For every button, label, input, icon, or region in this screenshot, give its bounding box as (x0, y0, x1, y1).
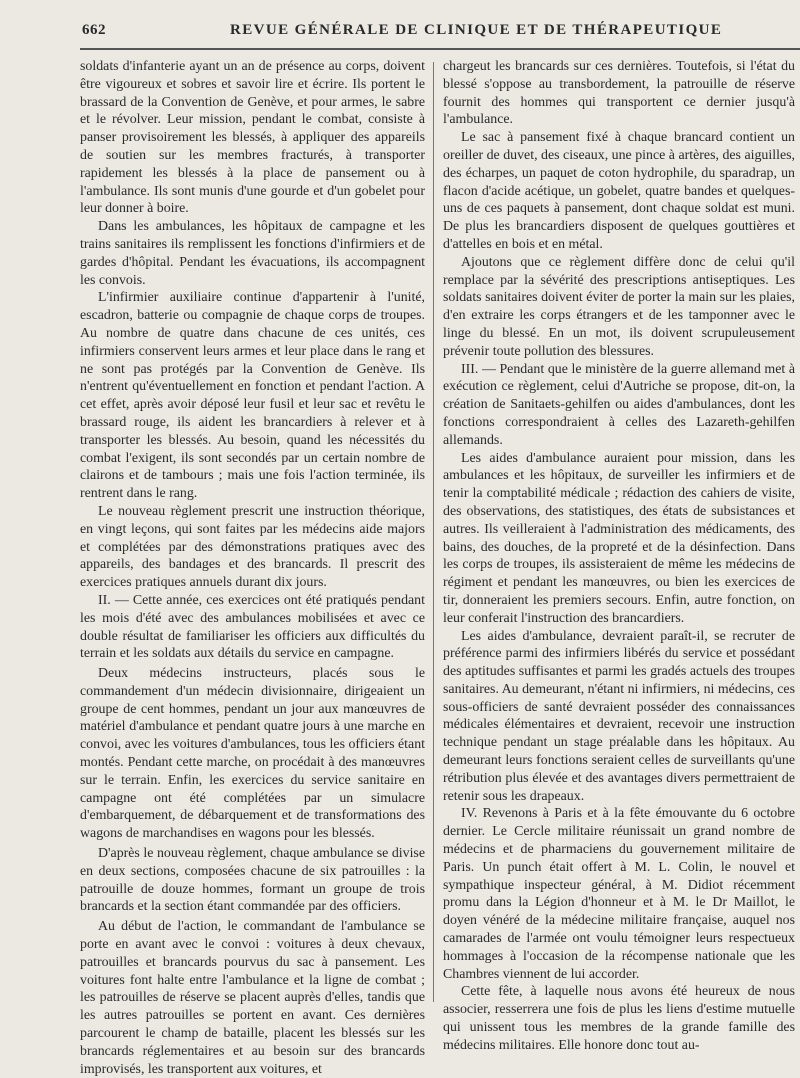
left-column (80, 58, 425, 1078)
paragraph: chargeut les brancards sur ces dernières. Toutefois, si l'état du blessé s'oppose au transbordement, la patrouille de réserve fournit des hommes qui transportent ce dernier jusqu'à l'ambulance. (443, 59, 795, 128)
paragraph: D'après le nouveau règlement, chaque ambulance se divise en deux sections, composées chacune de six patrouilles : la patrouille de douze hommes, formant un groupe de trois brancards et la section étant commandée par des officiers. (80, 846, 425, 915)
column-divider (433, 62, 434, 1002)
paragraph: Dans les ambulances, les hôpitaux de campagne et les trains sanitaires ils remplissent les fonctions d'infirmiers et de gardes d'hôpital. Pendant les évacuations, ils accompagnent les convois. (80, 219, 425, 288)
page-number: 662 (82, 22, 106, 38)
paragraph: Ajoutons que ce règlement diffère donc de celui qu'il remplace par la sévérité des prescriptions antiseptiques. Les soldats sanitaires doivent éviter de porter la main sur les plaies, d'en extraire les corps étrangers et de les tamponner avec le linge du blessé. En un mot, ils doivent scrupuleusement prévenir toute pollution des blessures. (443, 254, 795, 359)
journal-title: REVUE GÉNÉRALE DE CLINIQUE ET DE THÉRAPEUTIQUE (230, 22, 723, 38)
paragraph: Au début de l'action, le commandant de l'ambulance se porte en avant avec le convoi : voitures à deux chevaux, patrouilles et brancards pourvus du sac à pansement. Les voitures font halte entre l'ambulance et la ligne de combat ; les patrouilles de réserve se placent auprès d'elles, tandis que les autres patrouilles se portent en avant. Ces dernières parcourent le champ de bataille, placent les blessés sur les brancards réglementaires et au besoin sur des brancards improvisés, les transportent aux voitures, et (80, 919, 425, 1077)
paragraph: IV. Revenons à Paris et à la fête émouvante du 6 octobre dernier. Le Cercle militaire réunissait un grand nombre de médecins et de pharmaciens du gouvernement militaire de Paris. Un punch était offert à M. L. Colin, le nouvel et sympathique inspecteur général, à M. Didiot récemment promu dans la Légion d'honneur et à M. le Dr Maillot, le doyen vénéré de la médecine militaire française, auquel nos camarades de l'armée ont voulu témoigner leurs respectueux hommages à l'occasion de la récompense nationale que les Chambres viennent de lui accorder. (443, 806, 795, 982)
paragraph: Les aides d'ambulance, devraient paraît-il, se recruter de préférence parmi des infirmiers libérés du service et possédant des aptitudes suffisantes et parmi les gradés actuels des troupes sanitaires. Au demeurant, n'étant ni infirmiers, ni médecins, ces sous-officiers de santé devraient posséder des connaissances médicales élémentaires et devraient, recevoir une instruction technique pendant un stage préalable dans les hôpitaux. Au demeurant leurs fonctions seraient celles de surveillants qu'une rétribution plus élevée et des avantages divers permettraient de retenir sous les drapeaux. (443, 628, 795, 804)
paragraph: II. — Cette année, ces exercices ont été pratiqués pendant les mois d'été avec des ambulances mobilisées et avec ce double résultat de familiariser les officiers aux difficultés du terrain et les soldats aux détails du service en campagne. (80, 592, 425, 662)
paragraph: soldats d'infanterie ayant un an de présence au corps, doivent être vigoureux et sobres et savoir lire et écrire. Ils portent le brassard de la Convention de Genève, et pour armes, le sabre et le révolver. Leur mission, pendant le combat, consiste à panser provisoirement les blessés, à appliquer des appareils de soutien sur les membres fracturés, à transporter rapidement les blessés à la place de pansement ou à l'ambulance. Ils sont munis d'une gourde et d'un gobelet pour leur donner à boire. (80, 59, 425, 217)
header-rule (80, 48, 800, 50)
paragraph: Cette fête, à laquelle nous avons été heureux de nous associer, resserrera une fois de plus les liens d'estime mutuelle qui unissent tous les membres de la grande famille des médecins militaires. Elle honore donc tout au- (443, 984, 795, 1053)
paragraph: L'infirmier auxiliaire continue d'appartenir à l'unité, escadron, batterie ou compagnie de chaque corps de troupes. Au nombre de quatre dans chacune de ces unités, ces infirmiers conservent leurs armes et leur place dans le rang et ne sont pas protégés par la Convention de Genève. Ils n'entrent qu'éventuellement en fonction et pendant l'action. A cet effet, après avoir déposé leur fusil et leur sac et revêtu le brassard rouge, ils aident les brancardiers à relever et à transporter les blessés. Au besoin, quand les nécessités du combat l'exigent, ils sont secondés par un certain nombre de clairons et de tambours ; mais une fois l'action terminée, ils rentrent dans le rang. (80, 290, 425, 502)
paragraph: Les aides d'ambulance auraient pour mission, dans les ambulances et les hôpitaux, de surveiller les infirmiers et de tenir la comptabilité médicale ; rédaction des cahiers de visite, des observations, des statistiques, des états de subsistances et autres. Ils veilleraient à l'administration des médicaments, des bains, des douches, de la propreté et de la désinfection. Dans les corps de troupes, ils assisteraient de même les médecins de régiment et pendant les manœuvres, ou bien les exercices de tir, donneraient les premiers secours. Enfin, autre fonction, on leur conferait l'instruction des brancardiers. (443, 450, 795, 626)
right-column (443, 58, 795, 1055)
paragraph: Le nouveau règlement prescrit une instruction théorique, en vingt leçons, qui sont faites par les médecins aide majors et complétées par des démonstrations pratiques avec des appareils, des bandages et des brancards. Il prescrit des exercices pratiques annuels durant dix jours. (80, 503, 425, 591)
paragraph: III. — Pendant que le ministère de la guerre allemand met à exécution ce règlement, celui d'Autriche se propose, dit-on, la création de Sanitaets-gehilfen ou aides d'ambulances, dont les fonctions correspondraient à celles des Lazareth-gehilfen allemands. (443, 361, 795, 448)
paragraph: Le sac à pansement fixé à chaque brancard contient un oreiller de duvet, des ciseaux, une pince à artères, des aiguilles, des écharpes, un paquet de coton hydrophile, du sparadrap, un flacon d'acide acétique, un gobelet, quatre bandes et quelques-uns de ces paquets à pansement, dont chaque soldat est muni. De plus les brancardiers disposent de quelques gouttières et d'attelles en bois et en métal. (443, 130, 795, 252)
paragraph: Deux médecins instructeurs, placés sous le commandement d'un médecin divisionnaire, dirigeaient un groupe de cent hommes, pendant un jour aux manœuvres de matériel d'ambulance et pendant quatre jours à une marche en convoi, avec les voitures d'ambulances, tous les officiers étant montés. Pendant cette marche, on procédait à des manœuvres sur le terrain. Enfin, les exercices du service sanitaire en campagne ont été complétées par un simulacre d'embarquement, de débarquement et de transformations des wagons de marchandises en wagons pour les blessés. (80, 666, 425, 842)
running-header (0, 18, 800, 48)
